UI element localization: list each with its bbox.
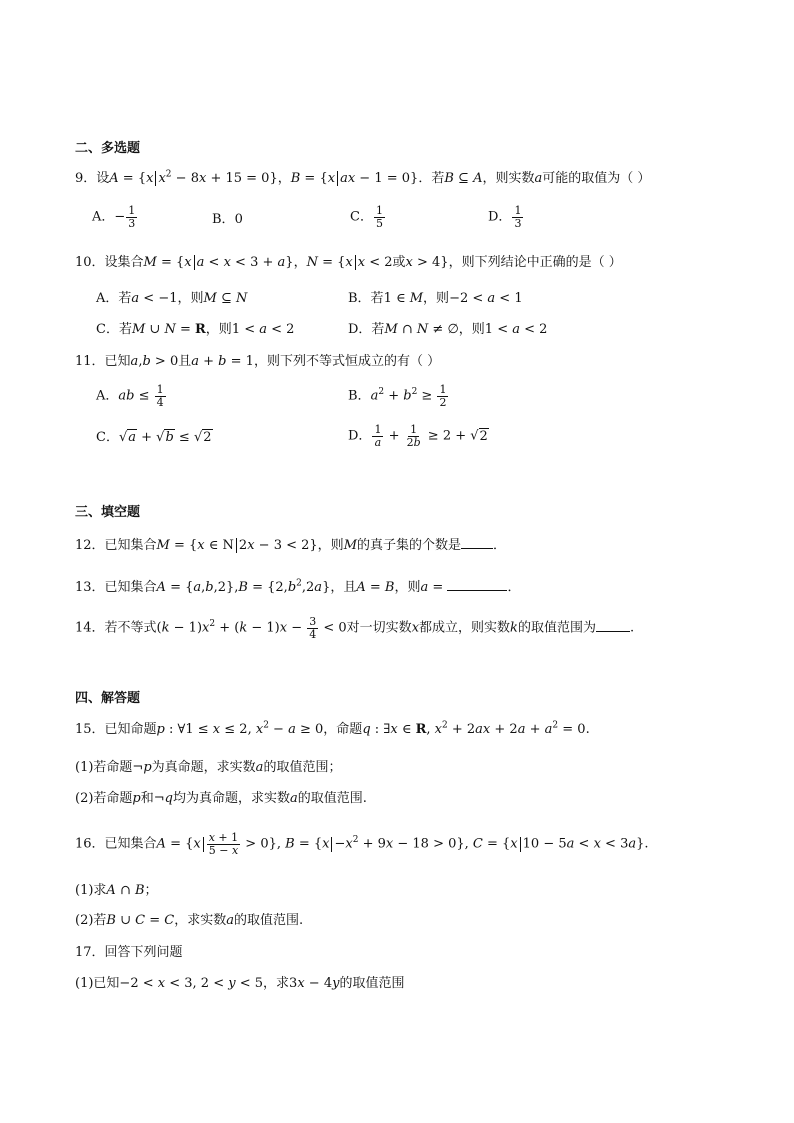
answer-blank[interactable] (461, 536, 493, 549)
question-11-option-a[interactable]: A．ab ≤ $\frac{1}{4}$ (96, 383, 164, 409)
section-heading-fill-in: 三、填空题 (75, 505, 141, 520)
question-9-option-d[interactable]: D． $\frac{1}{3}$ (488, 204, 522, 230)
section-heading-multiple-choice: 二、多选题 (75, 141, 141, 156)
fraction: $\frac{1}{5}$ (375, 204, 383, 230)
question-11-option-b[interactable]: B．$a^2 + b^2$ ≥ $\frac{1}{2}$ (348, 383, 447, 409)
question-10-option-d[interactable]: D．若M ∩ N ≠ ∅，则1 < a < 2 (348, 322, 548, 337)
fraction: $\frac{1}{3}$ (514, 204, 522, 230)
answer-blank[interactable] (596, 619, 630, 632)
question-9-stem: 9．设A = {x $x^2 - 8x + 15 = 0$}，B = {x ax − 1 = 0}．若B ⊆ A，则实数a可能的取值为（ ） (75, 169, 651, 186)
section-heading-problems: 四、解答题 (75, 691, 141, 706)
question-13: 13．已知集合$A = \{a,b,2\},B = \{2,b^2,2a\}$，且A = B，则a = ． (75, 578, 521, 595)
question-10-stem: 10．设集合M = {x a < x < 3 + a}，N = {x x < 2或x > 4}，则下列结论中正确的是（ ） (75, 255, 622, 270)
question-11-option-c[interactable]: C．√a + √b ≤ √2 (96, 430, 212, 445)
question-16-stem: 16．已知集合A = {x $\frac{x + 1}{5 - x}$ > 0}, $B = \{x -x^2 + 9x - 18 > 0\}$, C = {x 10 − 5a < x < 3a}. (75, 831, 649, 857)
question-16-part-2: (2)若B ∪ C = C，求实数a的取值范围. (75, 913, 304, 928)
fraction: $\frac{1}{a}$ (374, 423, 382, 449)
question-16-part-1: (1)求A ∩ B； (75, 883, 158, 898)
question-10-option-b[interactable]: B．若1 ∈ M，则−2 < a < 1 (348, 291, 523, 306)
question-11-stem: 11．已知a,b > 0且a + b = 1，则下列不等式恒成立的有（ ） (75, 354, 441, 369)
question-9-option-c[interactable]: C． $\frac{1}{5}$ (350, 204, 383, 230)
question-15-part-1: (1)若命题¬p为真命题，求实数a的取值范围； (75, 760, 342, 775)
fraction: $\frac{1}{2}$ (439, 383, 447, 409)
fraction: $\frac{x + 1}{5 - x}$ (208, 831, 239, 857)
fraction: $\frac{1}{2b}$ (406, 423, 421, 449)
question-15-part-2: (2)若命题p和¬q均为真命题，求实数a的取值范围. (75, 791, 367, 806)
fraction: $\frac{1}{4}$ (156, 383, 164, 409)
question-15-stem: 15．已知命题p : ∀1 ≤ x ≤ 2, $x^2 - a \ge 0$，命题q : ∃x ∈ R, $x^2 + 2ax + 2a + a^2 = 0$. (75, 720, 590, 737)
fraction: $\frac{3}{4}$ (309, 615, 317, 641)
question-17-part-1: (1)已知−2 < x < 3, 2 < y < 5，求3x − 4y的取值范围 (75, 976, 405, 991)
question-10-option-c[interactable]: C．若M ∪ N = R，则1 < a < 2 (96, 322, 295, 337)
question-11-option-d[interactable]: D． $\frac{1}{a}$ + $\frac{1}{2b}$ ≥ 2 + √2 (348, 423, 488, 449)
question-9-option-b[interactable]: B．0 (212, 212, 243, 227)
question-12: 12．已知集合M = {x ∈ N 2x − 3 < 2}，则M的真子集的个数是 ． (75, 538, 507, 553)
question-14: 14．若不等式$(k - 1)x^2 + (k - 1)x$ − $\frac{3}{4}$ < 0对一切实数x都成立，则实数k的取值范围为 . (75, 615, 635, 641)
question-9-option-a[interactable]: A．− $\frac{1}{3}$ (92, 204, 136, 230)
fraction: $\frac{1}{3}$ (128, 204, 136, 230)
question-10-option-a[interactable]: A．若a < −1，则M ⊆ N (96, 291, 248, 306)
question-17-stem: 17．回答下列问题 (75, 945, 183, 960)
answer-blank[interactable] (447, 578, 507, 591)
